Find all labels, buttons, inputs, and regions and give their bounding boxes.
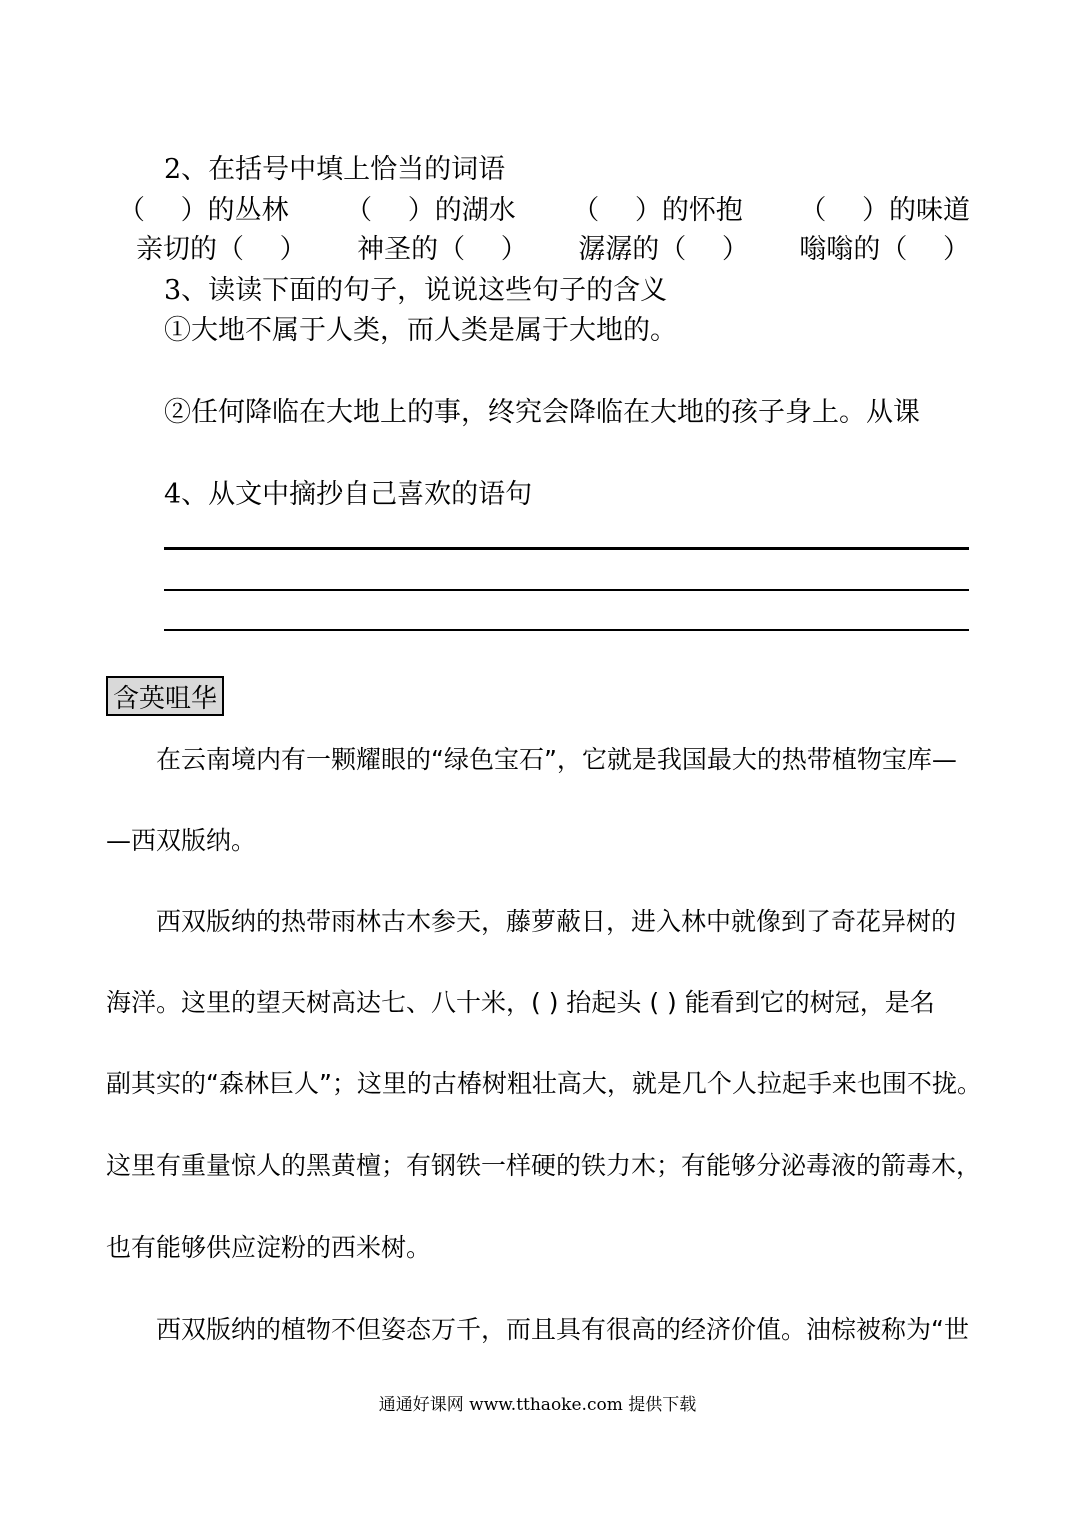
question-3-title: 3、读读下面的句子，说说这些句子的含义 [164, 275, 668, 306]
fill-blank-item: （ ）的湖水 [345, 195, 516, 226]
answer-line [164, 629, 969, 631]
section-heading [106, 676, 224, 716]
fill-blank-item: （ ）的味道 [799, 195, 970, 226]
passage-line: 也有能够供应淀粉的西米树。 [106, 1233, 432, 1262]
question-4-title: 4、从文中摘抄自己喜欢的语句 [164, 479, 533, 510]
fill-blank-item: 潺潺的（ ） [578, 234, 749, 265]
fill-blank-item: （ ）的怀抱 [572, 195, 743, 226]
fill-blank-item: 嗡嗡的（ ） [799, 234, 970, 265]
fill-blank-item: （ ）的丛林 [118, 195, 289, 226]
fill-blank-item: 亲切的（ ） [136, 234, 307, 265]
question-2-row-2 [136, 232, 970, 268]
question-2-row-1 [118, 193, 970, 229]
passage-line: 副其实的“森林巨人”；这里的古椿树粗壮高大，就是几个人拉起手来也围不拢。 [106, 1069, 982, 1098]
answer-line [164, 547, 969, 550]
passage-line: —西双版纳。 [106, 826, 257, 855]
fill-blank-item: 神圣的（ ） [357, 234, 528, 265]
question-3-sentence-1: ①大地不属于人类，而人类是属于大地的。 [164, 315, 677, 346]
passage-line: 这里有重量惊人的黑黄檀；有钢铁一样硬的铁力木；有能够分泌毒液的箭毒木， [106, 1151, 982, 1180]
question-3-sentence-2: ②任何降临在大地上的事，终究会降临在大地的孩子身上。从课 [164, 397, 920, 428]
passage-line: 西双版纳的植物不但姿态万千，而且具有很高的经济价值。油棕被称为“世 [156, 1315, 969, 1344]
passage-line: 在云南境内有一颗耀眼的“绿色宝石”，它就是我国最大的热带植物宝库— [156, 745, 957, 774]
passage-line: 海洋。这里的望天树高达七、八十米，( ) 抬起头 ( ) 能看到它的树冠，是名 [106, 988, 935, 1017]
question-2-title: 2、在括号中填上恰当的词语 [164, 154, 506, 185]
answer-line [164, 589, 969, 591]
section-title: 含英咀华 [112, 683, 217, 714]
page-footer: 通通好课网 www.tthaoke.com 提供下载 [378, 1395, 697, 1415]
passage-line: 西双版纳的热带雨林古木参天，藤萝蔽日，进入林中就像到了奇花异树的 [156, 907, 957, 936]
